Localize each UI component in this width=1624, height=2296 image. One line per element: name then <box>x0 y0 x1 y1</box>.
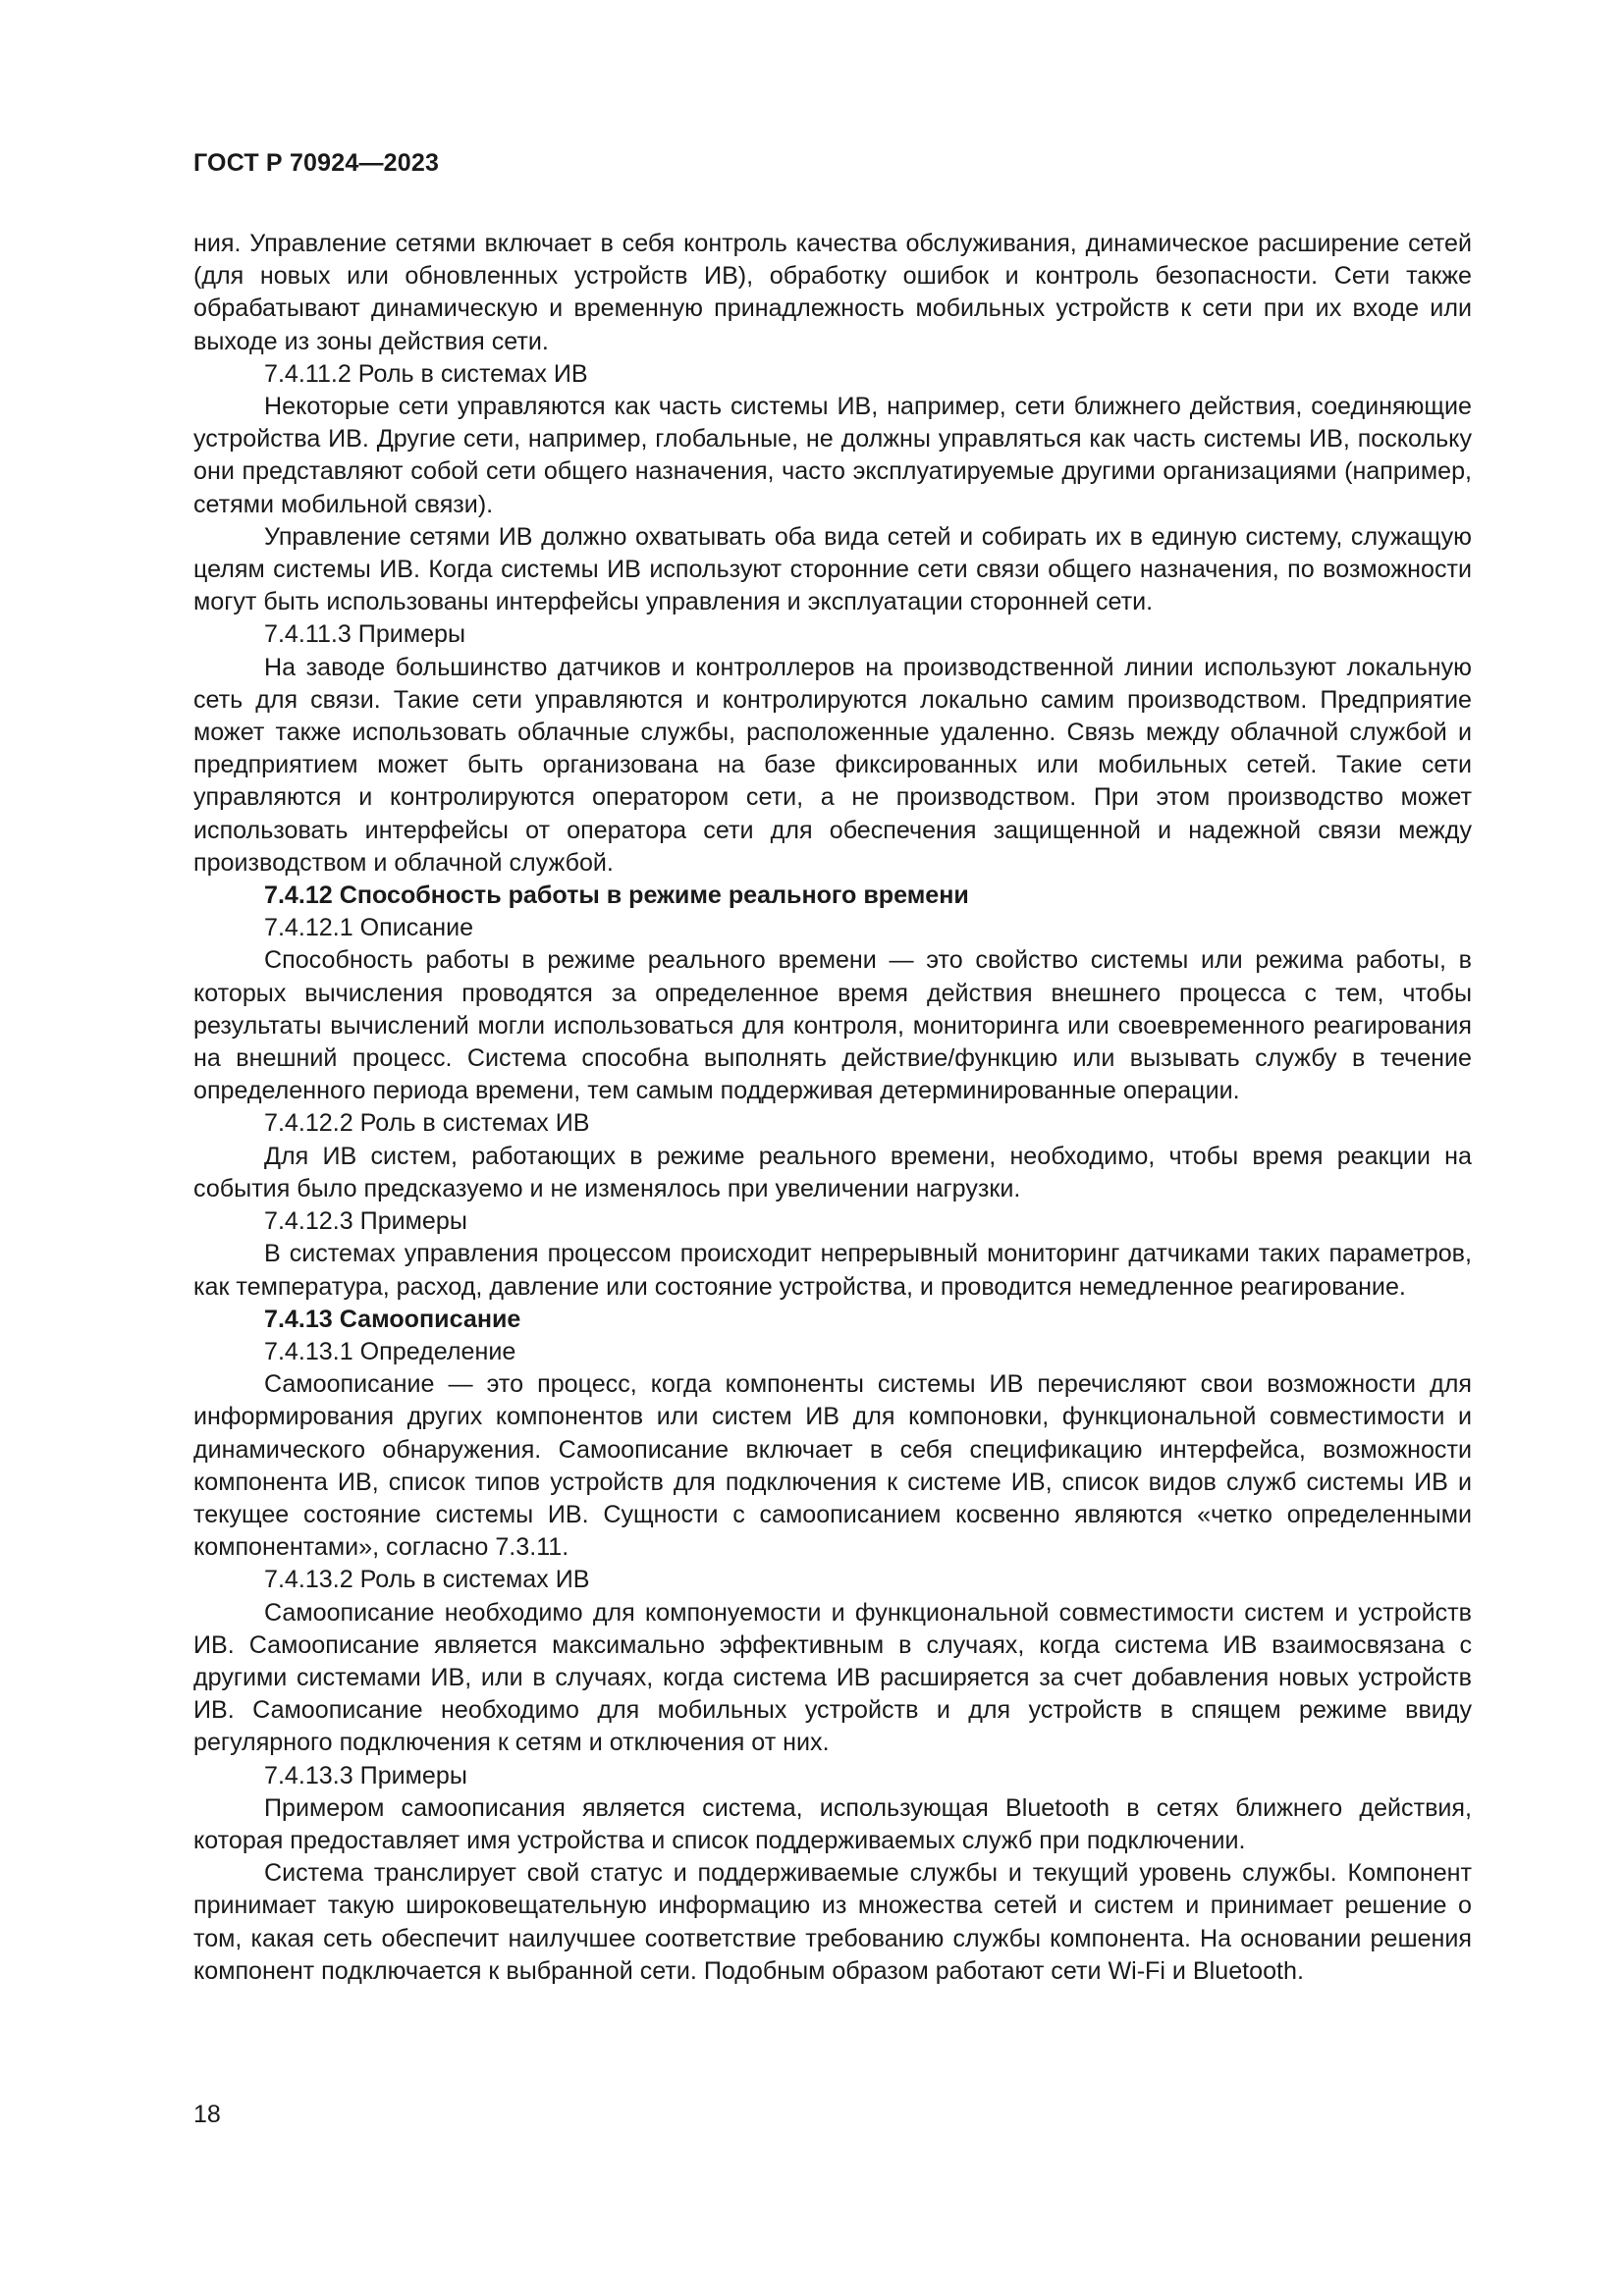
subsection-heading-7-4-12-2: 7.4.12.2 Роль в системах ИВ <box>264 1109 590 1138</box>
paragraph: Способность работы в режиме реального времени — это свойство системы или режима работы, в которых вычисления проводятся за определенное время действия внешнего процесса с тем, чтобы результаты вычислений могли использоваться для контроля, мониторинга или своевременного реагирования на внешний процесс. Система способна выполнять действие/функцию или вызывать службу в течение определенного периода времени, тем самым поддерживая детерминированные операции. <box>193 946 1472 1105</box>
subsection-heading-7-4-13-2: 7.4.13.2 Роль в системах ИВ <box>264 1566 590 1594</box>
subsection-heading-7-4-13-1: 7.4.13.1 Определение <box>264 1337 516 1365</box>
paragraph: Для ИВ систем, работающих в режиме реального времени, необходимо, чтобы время реакции на события было предсказуемо и не изменялось при увеличении нагрузки. <box>193 1142 1472 1202</box>
paragraph: Некоторые сети управляются как часть системы ИВ, например, сети ближнего действия, соединяющие устройства ИВ. Другие сети, например, глобальные, не должны управляться как часть системы ИВ, поскольку они представляют собой сети общего назначения, часто эксплуатируемые другими организациями (например, сетями мобильной связи). <box>193 393 1472 518</box>
subsection-heading-7-4-12-1: 7.4.12.1 Описание <box>264 914 474 942</box>
paragraph: Самоописание необходимо для компонуемости и функциональной совместимости систем и устройств ИВ. Самоописание является максимально эффективным в случаях, когда система ИВ взаимосвязана с другими системами ИВ, или в случаях, когда система ИВ расширяется за счет добавления новых устройств ИВ. Самоописание необходимо для мобильных устройств и для устройств в спящем режиме ввиду регулярного подключения к сетям и отключения от них. <box>193 1598 1472 1757</box>
paragraph: На заводе большинство датчиков и контроллеров на производственной линии используют локальную сеть для связи. Такие сети управляются и контролируются локально самим производством. Предприятие может также использовать облачные службы, расположенные удаленно. Связь между облачной службой и предприятием может быть организована на базе фиксированных или мобильных сетей. Такие сети управляются и контролируются оператором сети, а не производством. При этом производство может использовать интерфейсы от оператора сети для обеспечения защищенной и надежной связи между производством и облачной службой. <box>193 653 1472 877</box>
page-number: 18 <box>193 2101 221 2128</box>
document-body <box>193 228 1472 1988</box>
paragraph: Управление сетями ИВ должно охватывать оба вида сетей и собирать их в единую систему, служащую целям системы ИВ. Когда системы ИВ используют сторонние сети связи общего назначения, по возможности могут быть использованы интерфейсы управления и эксплуатации сторонней сети. <box>193 522 1472 616</box>
paragraph: Примером самоописания является система, использующая Bluetooth в сетях ближнего действия, которая предоставляет имя устройства и список поддерживаемых служб при подключении. <box>193 1793 1472 1854</box>
document-header-code: ГОСТ Р 70924—2023 <box>193 149 440 177</box>
paragraph: В системах управления процессом происходит непрерывный мониторинг датчиками таких параметров, как температура, расход, давление или состояние устройства, и проводится немедленное реагирование. <box>193 1240 1472 1301</box>
paragraph: Система транслирует свой статус и поддерживаемые службы и текущий уровень службы. Компонент принимает такую широковещательную информацию из множества сетей и систем и принимает решение о том, какая сеть обеспечит наилучшее соответствие требованию службы компонента. На основании решения компонент подключается к выбранной сети. Подобным образом работают сети Wi-Fi и Bluetooth. <box>193 1859 1472 1985</box>
paragraph: Самоописание — это процесс, когда компоненты системы ИВ перечисляют свои возможности для информирования других компонентов или систем ИВ для компоновки, функциональной совместимости и динамического обнаружения. Самоописание включает в себя спецификацию интерфейса, возможности компонента ИВ, список типов устройств для подключения к системе ИВ, список видов служб системы ИВ и текущее состояние системы ИВ. Сущности с самоописанием косвенно являются «четко определенными компонентами», согласно 7.3.11. <box>193 1370 1472 1562</box>
subsection-heading-7-4-11-2: 7.4.11.2 Роль в системах ИВ <box>264 359 588 388</box>
section-heading-7-4-12: 7.4.12 Способность работы в режиме реального времени <box>264 881 969 910</box>
subsection-heading-7-4-11-3: 7.4.11.3 Примеры <box>264 620 466 649</box>
paragraph-continued: ния. Управление сетями включает в себя контроль качества обслуживания, динамическое расширение сетей (для новых или обновленных устройств ИВ), обработку ошибок и контроль безопасности. Сети также обрабатывают динамическую и временную принадлежность мобильных устройств к сети при их входе или выходе из зоны действия сети. <box>193 230 1472 355</box>
section-heading-7-4-13: 7.4.13 Самоописание <box>264 1305 521 1333</box>
subsection-heading-7-4-13-3: 7.4.13.3 Примеры <box>264 1761 467 1789</box>
subsection-heading-7-4-12-3: 7.4.12.3 Примеры <box>264 1207 467 1236</box>
